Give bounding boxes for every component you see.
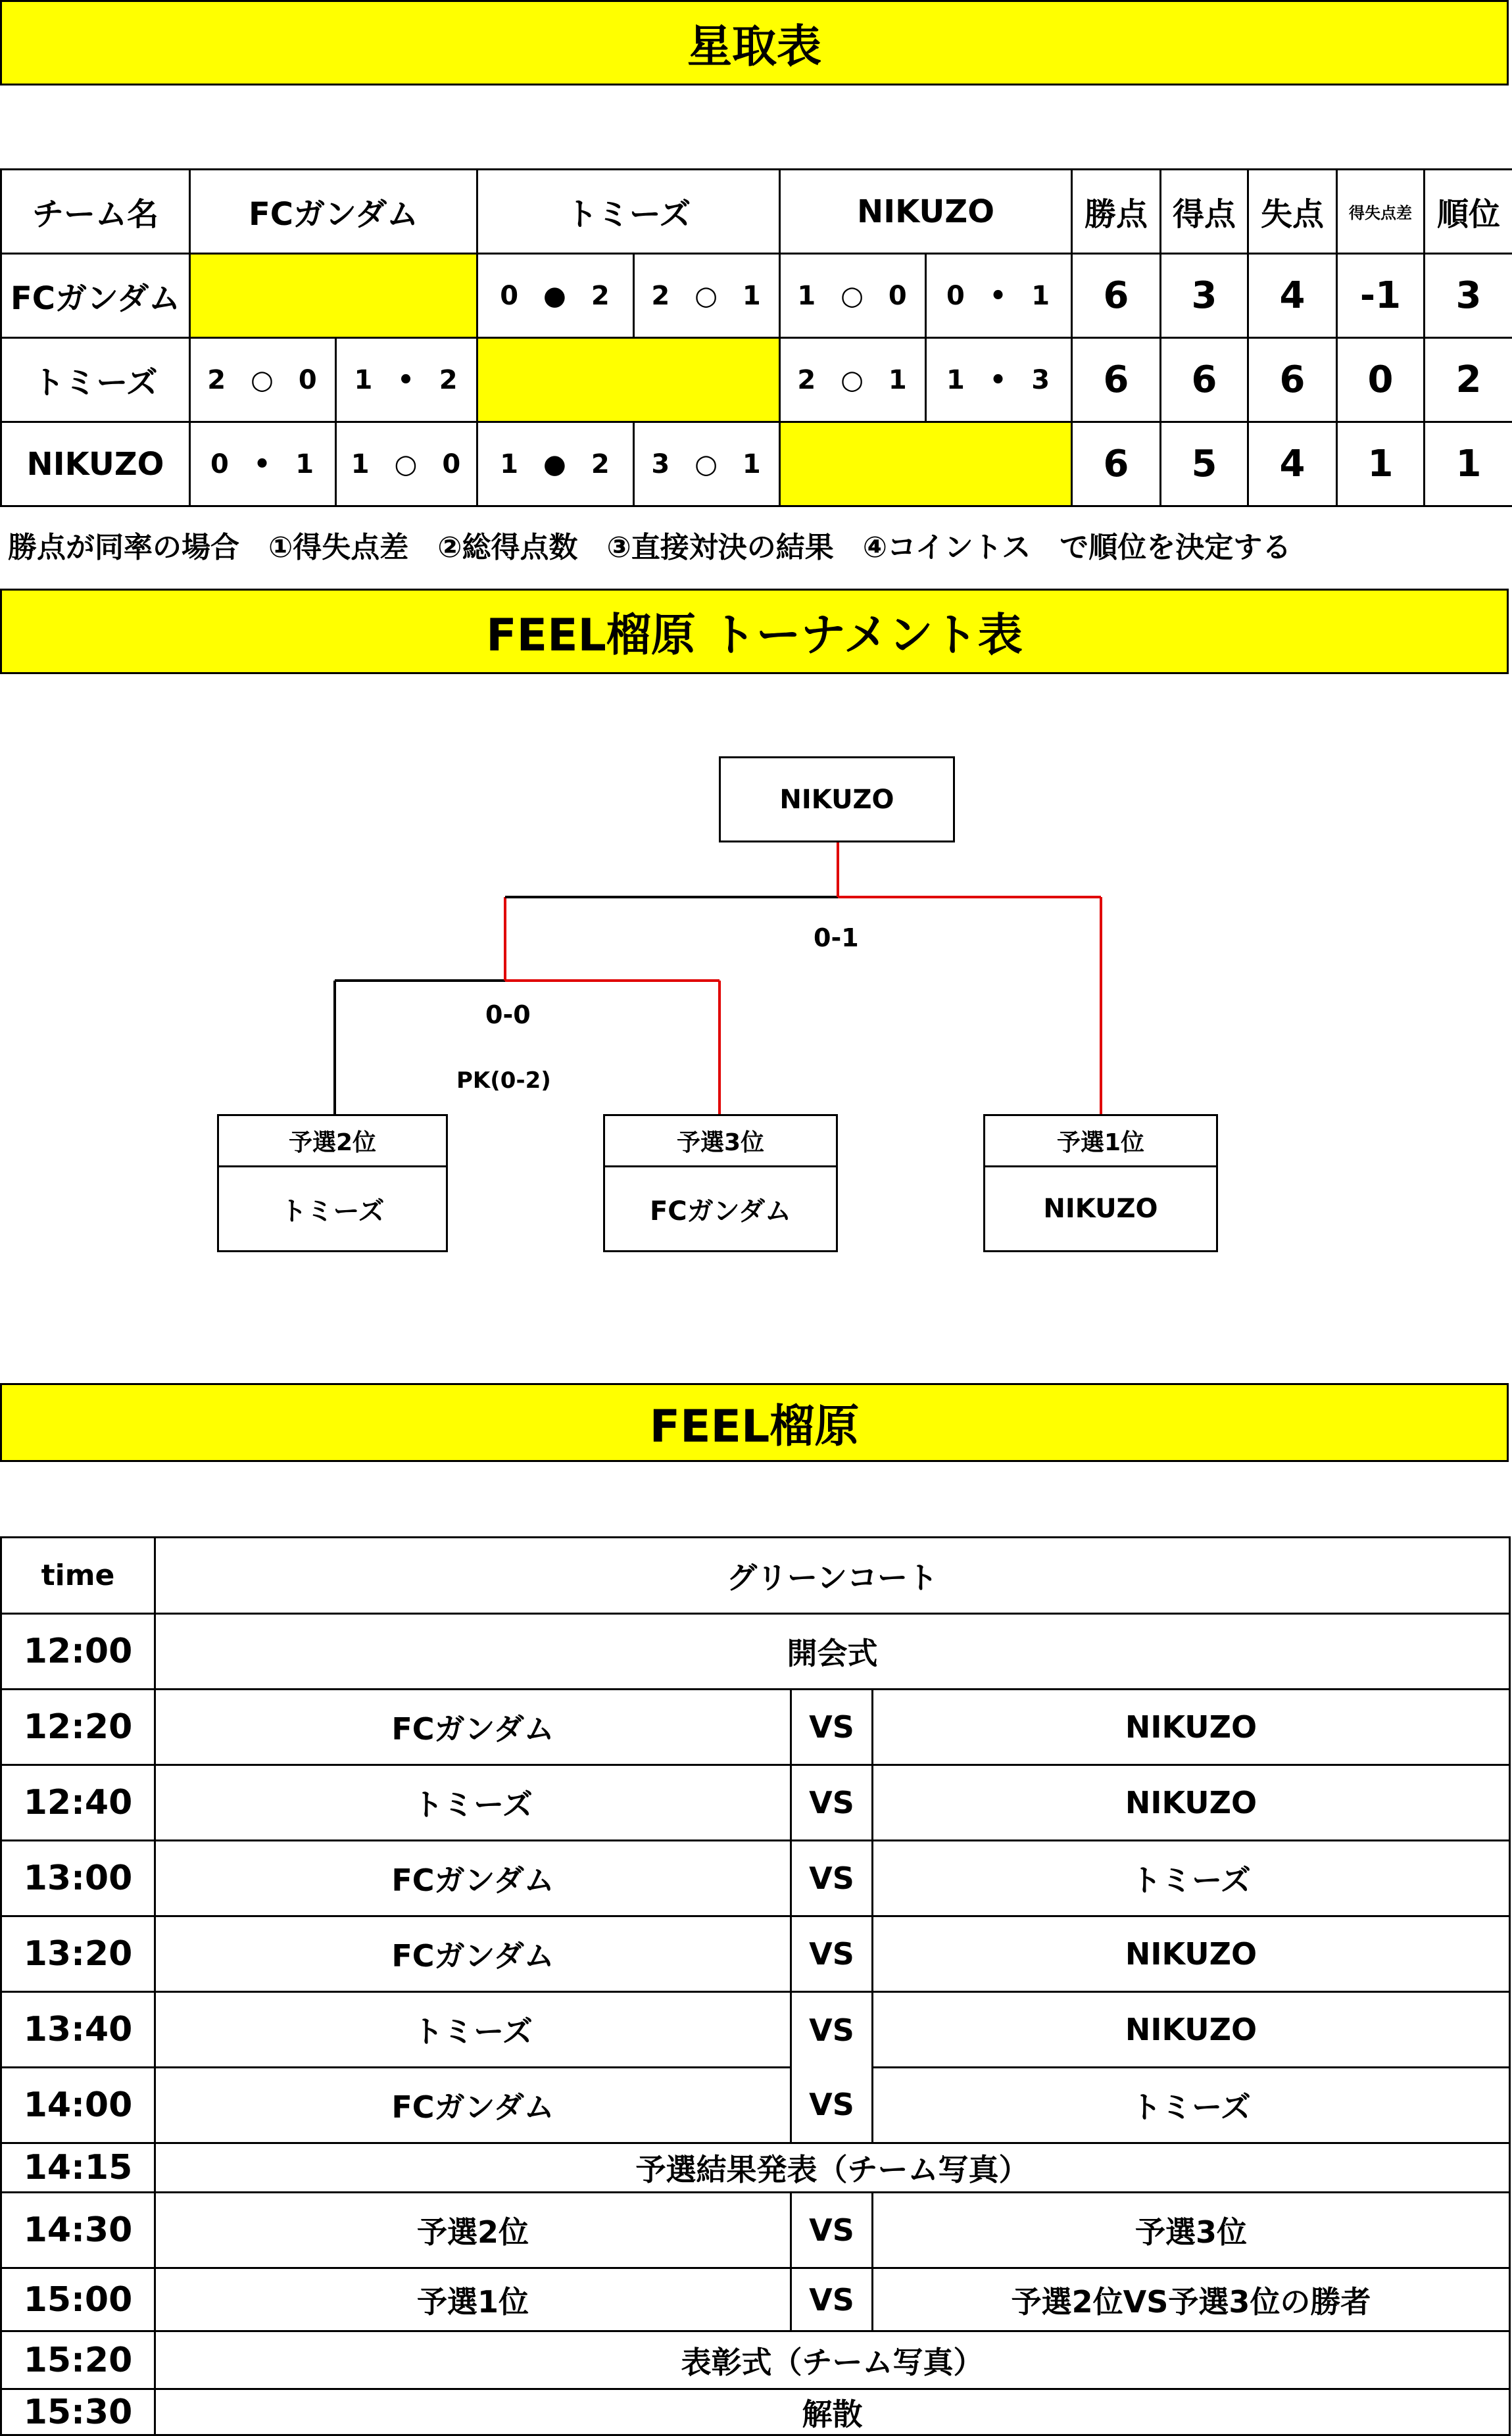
time-cell: 13:00: [1, 1841, 155, 1916]
score-cell: 1 ● 2: [477, 422, 634, 506]
home-team-cell: トミーズ: [155, 1992, 791, 2068]
home-team-cell: FCガンダム: [155, 2068, 791, 2143]
goal-diff-cell: 1: [1337, 422, 1425, 506]
away-team-cell: トミーズ: [873, 1841, 1510, 1916]
goals-against-cell: 6: [1248, 338, 1337, 422]
score-cell: 2 ○ 1: [634, 254, 780, 338]
seed-box: [603, 1114, 838, 1252]
court-header: グリーンコート: [155, 1538, 1510, 1614]
goals-for-cell: 6: [1161, 338, 1248, 422]
score-cell: 0 ● 2: [477, 254, 634, 338]
vs-cell: VS: [791, 2068, 873, 2143]
away-team-cell: NIKUZO: [873, 1992, 1510, 2068]
event-cell: 表彰式（チーム写真）: [155, 2331, 1510, 2389]
row-team: トミーズ: [1, 338, 190, 422]
time-cell: 14:15: [1, 2143, 155, 2193]
time-cell: 15:00: [1, 2268, 155, 2331]
home-team-cell: トミーズ: [155, 1765, 791, 1841]
home-team-cell: FCガンダム: [155, 1841, 791, 1916]
seed-box: [983, 1114, 1218, 1252]
time-cell: 13:40: [1, 1992, 155, 2068]
schedule-row: [1, 2068, 1510, 2143]
time-header: time: [1, 1538, 155, 1614]
rank-cell: 2: [1425, 338, 1512, 422]
away-team-cell: 予選3位: [873, 2193, 1510, 2268]
seed-team: トミーズ: [280, 1196, 385, 1227]
schedule-row: [1, 1916, 1510, 1992]
header-rank: 順位: [1425, 170, 1512, 254]
time-cell: 15:30: [1, 2389, 155, 2435]
header-col-fcgundam: FCガンダム: [190, 170, 477, 254]
tiebreak-note: 勝点が同率の場合 ①得失点差 ②総得点数 ③直接対決の結果 ④コイントス で順位を決定する: [8, 531, 1292, 564]
seed-team: FCガンダム: [649, 1196, 792, 1227]
goal-diff-cell: 0: [1337, 338, 1425, 422]
schedule-table: [0, 1536, 1511, 2436]
schedule-title: FEEL榴原: [0, 1383, 1509, 1462]
seed-label: 予選1位: [985, 1116, 1216, 1167]
standings-title: 星取表: [0, 0, 1509, 85]
home-team-cell: 予選1位: [155, 2268, 791, 2331]
win-pts-cell: 6: [1072, 338, 1161, 422]
event-cell: 解散: [155, 2389, 1510, 2435]
away-team-cell: NIKUZO: [873, 1765, 1510, 1841]
goals-against-cell: 4: [1248, 422, 1337, 506]
score-cell: 2 ○ 1: [780, 338, 926, 422]
row-team: FCガンダム: [1, 254, 190, 338]
score-cell: 1 • 3: [926, 338, 1072, 422]
event-cell: 予選結果発表（チーム写真）: [155, 2143, 1510, 2193]
win-pts-cell: 6: [1072, 254, 1161, 338]
away-team-cell: NIKUZO: [873, 1916, 1510, 1992]
score-cell: 3 ○ 1: [634, 422, 780, 506]
score-cell: 1 ○ 0: [336, 422, 477, 506]
score-cell: 0 • 1: [190, 422, 336, 506]
champion-box: NIKUZO: [719, 756, 955, 842]
seed-box: [217, 1114, 448, 1252]
score-cell: 0 • 1: [926, 254, 1072, 338]
goals-for-cell: 3: [1161, 254, 1248, 338]
vs-cell: VS: [791, 1765, 873, 1841]
time-cell: 13:20: [1, 1916, 155, 1992]
schedule-row: [1, 2268, 1510, 2331]
away-team-cell: 予選2位VS予選3位の勝者: [873, 2268, 1510, 2331]
vs-cell: VS: [791, 1992, 873, 2068]
event-cell: 開会式: [155, 1614, 1510, 1690]
schedule-header-row: [1, 1538, 1510, 1614]
vs-cell: VS: [791, 1916, 873, 1992]
row-team: NIKUZO: [1, 422, 190, 506]
home-team-cell: 予選2位: [155, 2193, 791, 2268]
rank-cell: 1: [1425, 422, 1512, 506]
header-goals-against: 失点: [1248, 170, 1337, 254]
header-goal-diff: 得失点差: [1337, 170, 1425, 254]
time-cell: 15:20: [1, 2331, 155, 2389]
time-cell: 12:40: [1, 1765, 155, 1841]
time-cell: 12:00: [1, 1614, 155, 1690]
time-cell: 14:30: [1, 2193, 155, 2268]
schedule-row: [1, 2143, 1510, 2193]
goals-for-cell: 5: [1161, 422, 1248, 506]
header-win-pts: 勝点: [1072, 170, 1161, 254]
schedule-row: [1, 1614, 1510, 1690]
score-cell: 1 • 2: [336, 338, 477, 422]
away-team-cell: トミーズ: [873, 2068, 1510, 2143]
time-cell: 14:00: [1, 2068, 155, 2143]
schedule-row: [1, 1992, 1510, 2068]
schedule-row: [1, 2193, 1510, 2268]
away-team-cell: NIKUZO: [873, 1690, 1510, 1765]
rank-cell: 3: [1425, 254, 1512, 338]
home-team-cell: FCガンダム: [155, 1690, 791, 1765]
home-team-cell: FCガンダム: [155, 1916, 791, 1992]
schedule-row: [1, 2331, 1510, 2389]
schedule-row: [1, 1690, 1510, 1765]
tournament-title: FEEL榴原 トーナメント表: [0, 589, 1509, 674]
vs-cell: VS: [791, 1690, 873, 1765]
schedule-row: [1, 2389, 1510, 2435]
vs-cell: VS: [791, 1841, 873, 1916]
seed-team: NIKUZO: [1043, 1194, 1158, 1224]
semi-score: 0-0: [485, 1000, 531, 1029]
schedule-row: [1, 1765, 1510, 1841]
seed-label: 予選3位: [605, 1116, 836, 1167]
header-col-tomeez: トミーズ: [477, 170, 780, 254]
goal-diff-cell: -1: [1337, 254, 1425, 338]
vs-cell: VS: [791, 2268, 873, 2331]
final-score: 0-1: [814, 923, 859, 952]
win-pts-cell: 6: [1072, 422, 1161, 506]
score-cell: 1 ○ 0: [780, 254, 926, 338]
schedule-row: [1, 1841, 1510, 1916]
score-cell: 2 ○ 0: [190, 338, 336, 422]
semi-pk: PK(0-2): [456, 1067, 551, 1094]
header-goals-for: 得点: [1161, 170, 1248, 254]
time-cell: 12:20: [1, 1690, 155, 1765]
vs-cell: VS: [791, 2193, 873, 2268]
header-team: チーム名: [1, 170, 190, 254]
header-col-nikuzo: NIKUZO: [780, 170, 1072, 254]
seed-label: 予選2位: [219, 1116, 446, 1167]
goals-against-cell: 4: [1248, 254, 1337, 338]
